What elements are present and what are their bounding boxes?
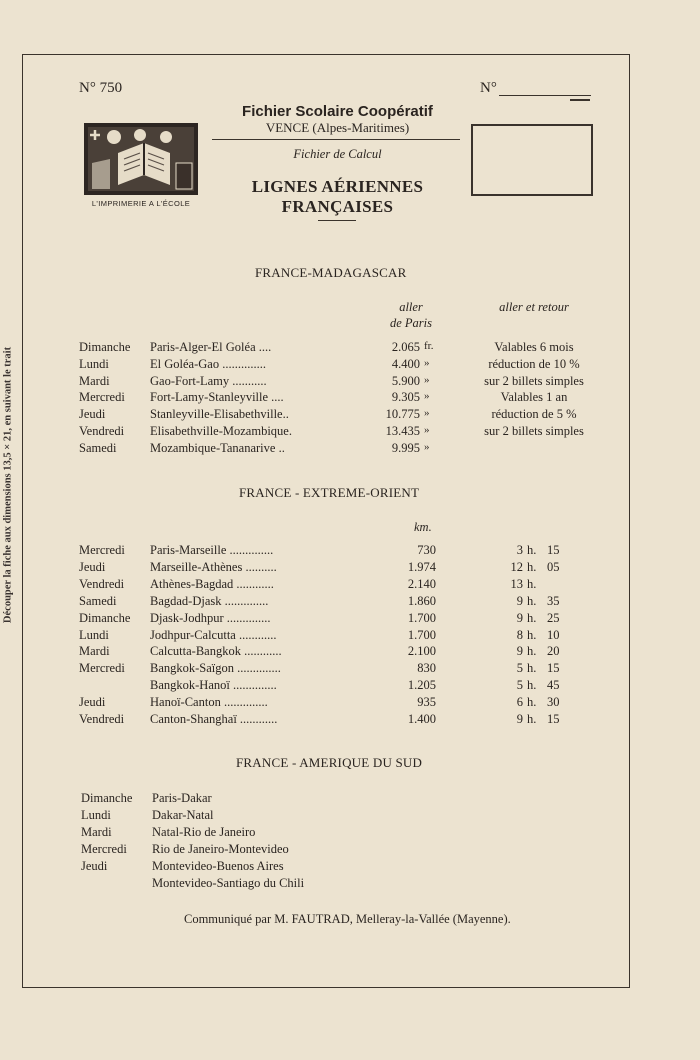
row-route: El Goléa-Gao .............. [150, 356, 266, 371]
row-route: Montevideo-Santiago du Chili [152, 876, 305, 890]
row-unit: » [424, 390, 430, 403]
row-minutes: 20 [547, 644, 560, 659]
row-hour-sep: h. [527, 610, 537, 625]
row-day: Dimanche [79, 340, 131, 354]
row-hour-sep: h. [527, 576, 537, 591]
row-hour-sep: h. [527, 695, 537, 710]
side-instruction [0, 0, 16, 1060]
row-unit: » [424, 424, 430, 436]
org-title: Fichier Scolaire Coopératif [242, 103, 433, 120]
row-hours: 9 [516, 610, 523, 625]
row-hours: 3 [516, 543, 523, 557]
row-day: Mercredi [79, 661, 125, 676]
row-route: Rio de Janeiro-Montevideo [152, 842, 289, 856]
row-day: Vendredi [79, 424, 125, 438]
row-note: sur 2 billets simples [484, 373, 584, 388]
section-title-amerique: FRANCE - AMERIQUE DU SUD [236, 755, 423, 770]
row-hours: 6 [516, 695, 523, 710]
row-note: réduction de 10 % [488, 356, 580, 371]
row-day: Vendredi [79, 576, 125, 591]
row-day: Lundi [79, 356, 109, 371]
row-hours: 5 [516, 678, 523, 693]
row-hours: 9 [516, 644, 523, 659]
row-price: 2.065 [391, 340, 420, 354]
row-hours: 8 [516, 627, 523, 642]
row-route: Canton-Shanghaï ............ [150, 712, 278, 726]
org-location: VENCE (Alpes-Maritimes) [265, 120, 410, 135]
section-title-madagascar: FRANCE-MADAGASCAR [255, 265, 407, 280]
row-route: Montevideo-Buenos Aires [152, 859, 284, 873]
row-day: Lundi [81, 808, 111, 822]
page-title-line2: FRANÇAISES [281, 197, 394, 216]
footer-credit: Communiqué par M. FAUTRAD, Melleray-la-Vallée (Mayenne). [184, 912, 511, 926]
row-hour-sep: h. [527, 593, 537, 608]
row-km: 1.860 [407, 593, 436, 608]
row-unit: » [424, 373, 430, 386]
logo-image [84, 123, 198, 195]
row-hour-sep: h. [527, 712, 537, 726]
row-minutes: 35 [547, 593, 560, 608]
row-km: 935 [417, 695, 436, 710]
row-day: Mardi [81, 825, 112, 839]
number-underline [499, 95, 591, 96]
col-km: km. [414, 520, 432, 534]
row-unit: » [424, 440, 430, 453]
row-day: Dimanche [81, 791, 133, 805]
row-hour-sep: h. [527, 661, 537, 676]
row-hour-sep: h. [527, 627, 537, 642]
row-note: réduction de 5 % [491, 407, 577, 422]
row-route: Athènes-Bagdad ............ [150, 576, 274, 591]
row-hours: 9 [516, 593, 523, 608]
row-day: Mercredi [79, 543, 125, 557]
row-km: 830 [417, 661, 436, 676]
col-aller-retour: aller et retour [499, 300, 569, 314]
row-route: Bangkok-Saïgon .............. [150, 661, 281, 676]
row-km: 2.100 [407, 644, 436, 659]
row-minutes: 25 [547, 610, 560, 625]
row-day: Mercredi [81, 842, 127, 856]
number-tick [570, 99, 590, 101]
row-day: Mardi [79, 644, 110, 659]
row-day: Lundi [79, 627, 109, 642]
row-minutes: 45 [547, 678, 560, 693]
row-route: Marseille-Athènes .......... [150, 559, 277, 574]
row-unit: fr. [424, 340, 434, 352]
card-number-right: N° [480, 80, 497, 96]
row-unit: » [424, 356, 430, 369]
row-hour-sep: h. [527, 543, 537, 557]
row-day: Jeudi [79, 559, 106, 574]
row-hours: 5 [516, 661, 523, 676]
row-route: Bangkok-Hanoï .............. [150, 678, 277, 693]
row-route: Paris-Marseille .............. [150, 543, 274, 557]
row-note: Valables 6 mois [494, 340, 574, 354]
row-km: 1.205 [407, 678, 436, 693]
row-route: Dakar-Natal [152, 808, 214, 822]
row-hours: 13 [510, 576, 523, 591]
header-rule [212, 139, 460, 140]
row-route: Fort-Lamy-Stanleyville .... [150, 390, 284, 405]
row-route: Bagdad-Djask .............. [150, 593, 269, 608]
row-price: 10.775 [385, 407, 420, 422]
row-route: Djask-Jodhpur .............. [150, 610, 271, 625]
page-title-line1: LIGNES AÉRIENNES [251, 177, 424, 196]
row-route: Natal-Rio de Janeiro [152, 825, 256, 839]
row-day: Vendredi [79, 712, 125, 726]
row-day: Dimanche [79, 610, 131, 625]
row-km: 1.700 [407, 627, 436, 642]
row-day: Samedi [79, 440, 117, 455]
card-number: N° 750 [79, 80, 123, 96]
row-km: 1.700 [407, 610, 436, 625]
row-minutes: 15 [547, 661, 560, 676]
row-hours: 9 [516, 712, 523, 726]
row-route: Stanleyville-Elisabethville.. [150, 407, 289, 422]
row-price: 13.435 [385, 424, 420, 438]
row-route: Calcutta-Bangkok ............ [150, 644, 282, 659]
col-aller: aller [399, 300, 423, 314]
row-note: sur 2 billets simples [484, 424, 584, 438]
row-hour-sep: h. [527, 559, 537, 574]
row-route: Paris-Alger-El Goléa .... [150, 340, 272, 354]
col-de-paris: de Paris [389, 316, 432, 330]
row-price: 9.995 [391, 440, 420, 455]
row-day: Jeudi [79, 695, 106, 710]
row-price: 4.400 [391, 356, 420, 371]
row-day: Samedi [79, 593, 117, 608]
row-minutes: 15 [547, 543, 560, 557]
row-route: Gao-Fort-Lamy ........... [150, 373, 267, 388]
row-hour-sep: h. [527, 678, 537, 693]
collection-name: Fichier de Calcul [293, 147, 382, 161]
row-route: Mozambique-Tananarive .. [150, 440, 285, 455]
row-day: Jeudi [81, 859, 108, 873]
row-day: Jeudi [79, 407, 106, 422]
row-hour-sep: h. [527, 644, 537, 659]
row-minutes: 30 [547, 695, 560, 710]
row-minutes: 15 [547, 712, 560, 726]
row-km: 730 [417, 543, 436, 557]
row-route: Elisabethville-Mozambique. [150, 424, 292, 438]
row-hours: 12 [510, 559, 523, 574]
row-day: Mercredi [79, 390, 125, 405]
row-route: Jodhpur-Calcutta ............ [150, 627, 277, 642]
section-title-orient: FRANCE - EXTREME-ORIENT [239, 485, 420, 500]
row-km: 2.140 [407, 576, 436, 591]
logo-caption: L'IMPRIMERIE A L'ÉCOLE [91, 199, 191, 208]
row-minutes: 05 [547, 559, 560, 574]
row-route: Hanoï-Canton .............. [150, 695, 268, 710]
row-km: 1.974 [407, 559, 436, 574]
row-note: Valables 1 an [500, 390, 568, 405]
row-price: 5.900 [391, 373, 420, 388]
side-instruction-text: Découper la fiche aux dimensions 13,5 × 21, en suivant le trait [2, 346, 14, 624]
row-unit: » [424, 407, 430, 420]
stamp-box [471, 124, 593, 196]
row-day: Mardi [79, 373, 110, 388]
row-price: 9.305 [391, 390, 420, 405]
row-minutes: 10 [547, 627, 560, 642]
row-km: 1.400 [407, 712, 436, 726]
title-rule [318, 220, 356, 221]
row-route: Paris-Dakar [152, 791, 212, 805]
